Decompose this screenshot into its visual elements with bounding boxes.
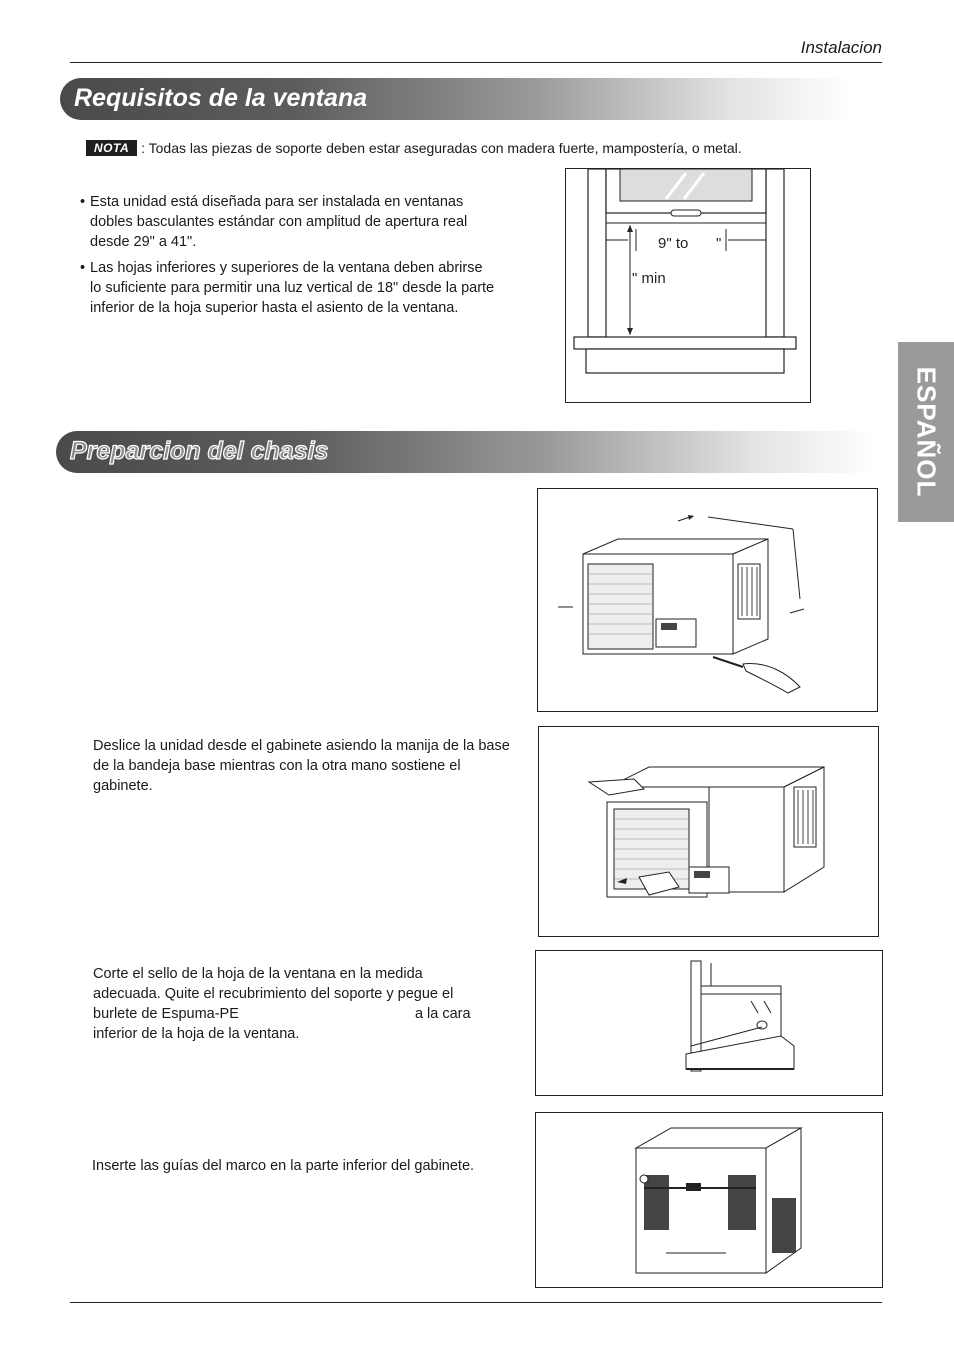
step-slide-unit-text: Deslice la unidad desde el gabinete asiendo la manija de la base de la bandeja base mientras con la otra mano sostiene el gabinete. xyxy=(93,738,510,794)
width-label-end: " xyxy=(716,235,722,252)
footer-rule xyxy=(70,1302,882,1303)
list-item: • Esta unidad está diseñada para ser instalada en ventanas dobles basculantes estándar con amplitud de apertura real desde 29" a 41". xyxy=(80,192,495,252)
figure-remove-screws xyxy=(537,488,878,712)
window-seal-illustration xyxy=(536,951,881,1094)
step-window-seal-text xyxy=(93,964,523,1044)
section-title: Requisitos de la ventana xyxy=(74,84,368,112)
text-fragment: burlete de Espuma-PE xyxy=(93,1006,239,1022)
step-frame-guides-text: Inserte las guías del marco en la parte inferior del gabinete. xyxy=(92,1158,475,1174)
ac-unit-screws-illustration xyxy=(538,489,876,710)
figure-frame-guides xyxy=(535,1112,883,1288)
text-line: adecuada. Quite el recubrimiento del soporte y pegue el xyxy=(93,986,454,1002)
text-line xyxy=(93,1004,523,1024)
text-line: Corte el sello de la hoja de la ventana en la medida xyxy=(93,966,423,982)
window-illustration xyxy=(566,169,809,401)
language-side-tab xyxy=(898,342,954,522)
figure-window-seal xyxy=(535,950,883,1096)
text-line: inferior de la hoja de la ventana. xyxy=(93,1026,300,1042)
nota-badge: NOTA xyxy=(86,140,137,156)
cabinet-illustration xyxy=(536,1113,881,1286)
header-rule xyxy=(70,62,882,63)
list-item: • Las hojas inferiores y superiores de la ventana deben abrirse lo suficiente para permitir una luz vertical de 18" desde la parte inferior de la hoja superior hasta el asiento de la ventana. xyxy=(80,258,495,318)
section-banner-window-requirements xyxy=(60,78,850,120)
section-banner-chassis-preparation xyxy=(56,431,876,473)
ac-unit-slide-illustration xyxy=(539,727,877,935)
nota-row xyxy=(86,140,742,156)
section-title: Preparcion del chasis xyxy=(70,437,329,465)
window-requirements-list xyxy=(80,192,495,318)
language-label: ESPAÑOL xyxy=(911,366,942,498)
page-header-title: Instalacion xyxy=(800,38,882,57)
window-diagram xyxy=(565,168,811,403)
figure-slide-unit xyxy=(538,726,879,937)
width-label: 9" to xyxy=(658,235,689,252)
height-label: " min xyxy=(632,270,666,287)
text-fragment: a la cara xyxy=(414,1006,471,1022)
nota-text: : Todas las piezas de soporte deben estar aseguradas con madera fuerte, mampostería, o metal. xyxy=(141,140,742,156)
